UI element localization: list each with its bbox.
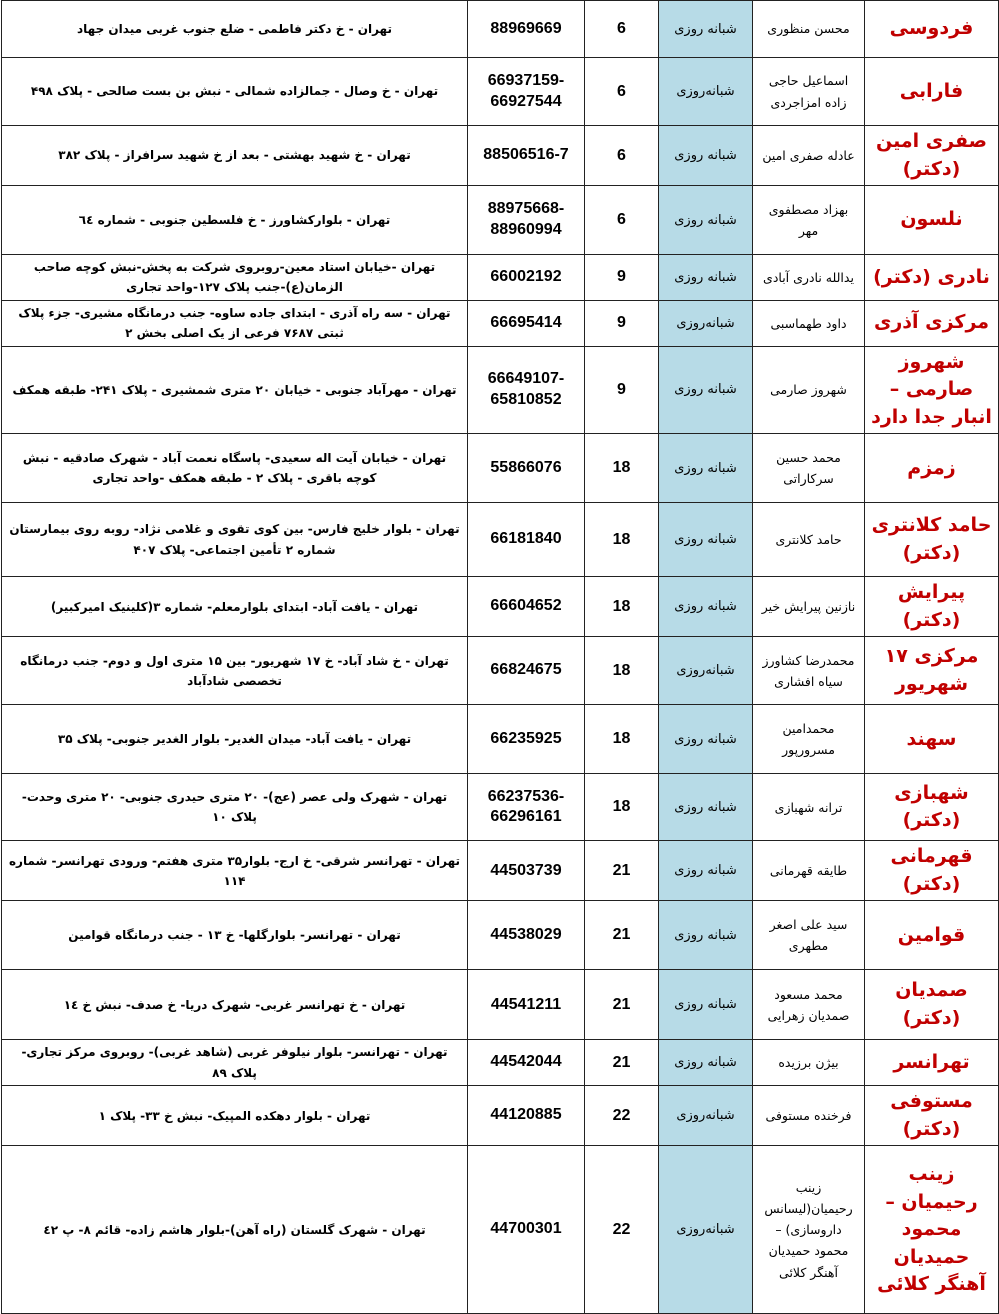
table-row [2, 434, 999, 503]
district-number: 18 [585, 577, 659, 637]
pharmacy-name: قهرمانی (دکتر) [865, 841, 999, 901]
district-number: 9 [585, 300, 659, 346]
pharmacy-name: مرکزی آذری [865, 300, 999, 346]
phone-number: 66824675 [468, 637, 585, 705]
service-type: شبانه روزی [659, 346, 753, 434]
district-number: 9 [585, 346, 659, 434]
owner-name: محمدرضا کشاورز سیاه افشاری [753, 637, 865, 705]
service-type: شبانه روزی [659, 577, 753, 637]
table-row [2, 186, 999, 255]
phone-number: 66695414 [468, 300, 585, 346]
table-row [2, 300, 999, 346]
owner-name: محمد حسین سرکاراتی [753, 434, 865, 503]
pharmacy-name: مرکزی ۱۷ شهریور [865, 637, 999, 705]
phone-number: 88969669 [468, 1, 585, 58]
table-row [2, 1, 999, 58]
service-type: شبانه روزی [659, 970, 753, 1040]
owner-name: یدالله نادری آبادی [753, 255, 865, 301]
pharmacy-name: سهند [865, 705, 999, 774]
table-row [2, 126, 999, 186]
table-row [2, 970, 999, 1040]
service-type: شبانه روزی [659, 186, 753, 255]
address: تهران - بلوار دهکده المپیک- نبش خ ۳۳- پلاک ۱ [2, 1086, 468, 1146]
service-type: شبانه روزی [659, 705, 753, 774]
service-type: شبانه روزی [659, 901, 753, 970]
phone-number: 66237536-66296161 [468, 774, 585, 841]
address: تهران - یافت آباد- ابتدای بلوارمعلم- شماره ۳(کلینیک امیرکبیر) [2, 577, 468, 637]
address: تهران - خیابان آیت اله سعیدی- پاسگاه نعمت آباد - شهرک صادقیه - نبش کوچه باقری - پلاک ۲ - طبقه همکف -واحد تجاری [2, 434, 468, 503]
owner-name: سید علی اصغر مطهری [753, 901, 865, 970]
address: تهران - خ دکتر فاطمی - ضلع جنوب غربی میدان جهاد [2, 1, 468, 58]
district-number: 22 [585, 1146, 659, 1314]
pharmacy-name: نادری (دکتر) [865, 255, 999, 301]
pharmacy-name: فردوسی [865, 1, 999, 58]
table-row [2, 637, 999, 705]
pharmacy-name: صفری امین (دکتر) [865, 126, 999, 186]
pharmacy-table-body [2, 1, 999, 1314]
owner-name: بیژن برزیده [753, 1040, 865, 1086]
phone-number: 44538029 [468, 901, 585, 970]
owner-name: فرخنده مستوفی [753, 1086, 865, 1146]
address: تهران - خ شاد آباد- خ ۱۷ شهریور- بین ۱۵ متری اول و دوم- جنب درمانگاه تخصصی شادآباد [2, 637, 468, 705]
table-row [2, 774, 999, 841]
phone-number: 44542044 [468, 1040, 585, 1086]
district-number: 21 [585, 1040, 659, 1086]
address: تهران - تهرانسر- بلوار نیلوفر غربی (شاهد غربی)- روبروی مرکز تجاری- پلاک ۸۹ [2, 1040, 468, 1086]
owner-name: محمد مسعود صمدیان زهرایی [753, 970, 865, 1040]
district-number: 6 [585, 126, 659, 186]
district-number: 18 [585, 705, 659, 774]
district-number: 9 [585, 255, 659, 301]
district-number: 21 [585, 841, 659, 901]
service-type: شبانه روزی [659, 126, 753, 186]
owner-name: زینب رحیمیان(لیسانس داروسازی) – محمود حمیدیان آهنگر کلائی [753, 1146, 865, 1314]
district-number: 6 [585, 58, 659, 126]
pharmacy-name: مستوفی (دکتر) [865, 1086, 999, 1146]
address: تهران - شهرک گلستان (راه آهن)-بلوار هاشم زاده- قائم ۸- پ ٤٢ [2, 1146, 468, 1314]
pharmacy-name: زمزم [865, 434, 999, 503]
owner-name: اسماعیل حاجی زاده امزاجردی [753, 58, 865, 126]
table-row [2, 255, 999, 301]
service-type: شبانه‌روزی [659, 637, 753, 705]
pharmacy-name: فارابی [865, 58, 999, 126]
pharmacy-name: حامد کلانتری (دکتر) [865, 503, 999, 577]
pharmacy-table [1, 0, 999, 1314]
address: تهران - خ وصال - جمالزاده شمالی - نبش بن بست صالحی - پلاک ۴۹۸ [2, 58, 468, 126]
pharmacy-name: نلسون [865, 186, 999, 255]
owner-name: محمدامین مسرورپور [753, 705, 865, 774]
district-number: 18 [585, 774, 659, 841]
owner-name: ترانه شهبازی [753, 774, 865, 841]
table-row [2, 346, 999, 434]
address: تهران - تهرانسر شرقی- خ ارج- بلوار۳۵ متری هفتم- ورودی تهرانسر- شماره ۱۱۴ [2, 841, 468, 901]
service-type: شبانه روزی [659, 1040, 753, 1086]
owner-name: حامد کلانتری [753, 503, 865, 577]
address: تهران - بلوار خلیج فارس- بین کوی تقوی و غلامی نژاد- روبه روی بیمارستان شماره ۲ تأمین اجتماعی- پلاک ۴۰۷ [2, 503, 468, 577]
district-number: 6 [585, 1, 659, 58]
service-type: شبانه روزی [659, 841, 753, 901]
table-row [2, 901, 999, 970]
owner-name: داود طهماسبی [753, 300, 865, 346]
district-number: 22 [585, 1086, 659, 1146]
table-row [2, 58, 999, 126]
service-type: شبانه‌روزی [659, 1146, 753, 1314]
owner-name: عادله صفری امین [753, 126, 865, 186]
address: تهران - تهرانسر- بلوارگلها- خ ۱۳ - جنب درمانگاه قوامین [2, 901, 468, 970]
table-row [2, 705, 999, 774]
phone-number: 88975668-88960994 [468, 186, 585, 255]
phone-number: 66235925 [468, 705, 585, 774]
phone-number: 44503739 [468, 841, 585, 901]
phone-number: 44541211 [468, 970, 585, 1040]
owner-name: شهروز صارمی [753, 346, 865, 434]
address: تهران - بلوارکشاورز - خ فلسطین جنوبی - شماره ٦٤ [2, 186, 468, 255]
phone-number: 66002192 [468, 255, 585, 301]
table-row [2, 841, 999, 901]
service-type: شبانه روزی [659, 434, 753, 503]
district-number: 18 [585, 637, 659, 705]
district-number: 21 [585, 970, 659, 1040]
address: تهران - خ تهرانسر غربی- شهرک دریا- خ صدف- نبش خ ١٤ [2, 970, 468, 1040]
phone-number: 44700301 [468, 1146, 585, 1314]
address: تهران - سه راه آذری - ابتدای جاده ساوه- جنب درمانگاه مشیری- جزء پلاک ثبتی ۷۶۸۷ فرعی از یک اصلی بخش ۲ [2, 300, 468, 346]
pharmacy-name: شهبازی (دکتر) [865, 774, 999, 841]
table-row [2, 1040, 999, 1086]
phone-number: 88506516-7 [468, 126, 585, 186]
service-type: شبانه روزی [659, 774, 753, 841]
address: تهران - شهرک ولی عصر (عج)- ۲۰ متری حیدری جنوبی- ۲۰ متری وحدت- پلاک ۱۰ [2, 774, 468, 841]
pharmacy-name: زینب رحیمیان – محمود حمیدیان آهنگر کلائی [865, 1146, 999, 1314]
owner-name: طایقه قهرمانی [753, 841, 865, 901]
district-number: 21 [585, 901, 659, 970]
pharmacy-name: قوامین [865, 901, 999, 970]
table-row [2, 503, 999, 577]
service-type: شبانه روزی [659, 503, 753, 577]
service-type: شبانه‌روزی [659, 300, 753, 346]
pharmacy-name: پیرایش (دکتر) [865, 577, 999, 637]
address: تهران -خیابان استاد معین-روبروی شرکت به پخش-نبش کوچه صاحب الزمان(ع)-جنب پلاک ۱۲۷-واحد تجاری [2, 255, 468, 301]
district-number: 6 [585, 186, 659, 255]
owner-name: نازنین پیرایش خیر [753, 577, 865, 637]
pharmacy-name: شهروز صارمی – انبار جدا دارد [865, 346, 999, 434]
pharmacy-name: صمدیان (دکتر) [865, 970, 999, 1040]
district-number: 18 [585, 434, 659, 503]
owner-name: محسن منظوری [753, 1, 865, 58]
phone-number: 66181840 [468, 503, 585, 577]
table-row [2, 1146, 999, 1314]
phone-number: 66604652 [468, 577, 585, 637]
service-type: شبانه روزی [659, 1, 753, 58]
address: تهران - مهرآباد جنوبی - خیابان ۲۰ متری شمشیری - پلاک ۲۴۱- طبقه همکف [2, 346, 468, 434]
address: تهران - یافت آباد- میدان الغدیر- بلوار الغدیر جنوبی- پلاک ۳۵ [2, 705, 468, 774]
phone-number: 44120885 [468, 1086, 585, 1146]
service-type: شبانه‌روزی [659, 1086, 753, 1146]
owner-name: بهزاد مصطفوی مهر [753, 186, 865, 255]
service-type: شبانه روزی [659, 255, 753, 301]
service-type: شبانه‌روزی [659, 58, 753, 126]
phone-number: 55866076 [468, 434, 585, 503]
pharmacy-name: تهرانسر [865, 1040, 999, 1086]
table-row [2, 577, 999, 637]
address: تهران - خ شهید بهشتی - بعد از خ شهید سرافراز - پلاک ۳۸۲ [2, 126, 468, 186]
phone-number: 66937159-66927544 [468, 58, 585, 126]
phone-number: 66649107-65810852 [468, 346, 585, 434]
district-number: 18 [585, 503, 659, 577]
table-row [2, 1086, 999, 1146]
